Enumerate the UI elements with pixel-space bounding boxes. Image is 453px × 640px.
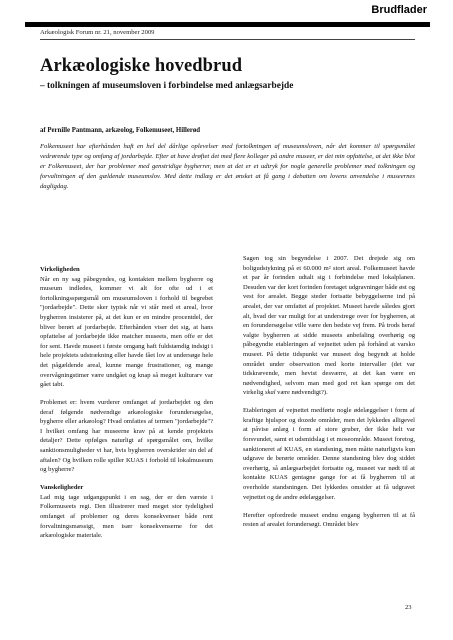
- publication-header: Arkæologisk Forum nr. 21, november 2009: [40, 29, 155, 36]
- paragraph: Etableringen af vejnettet medførte nogle ødelæggelser i form af kraftige hjulspor og dozede områder, men det lykkedes alligevel at påvise anlæg i form af store gruber, der ikke helt var forsvundet, samt et udsmidslag i et moseområde. Museet foretog, sanktioneret af KUAS, en standsning, men måtte naturligvis kun udgrave de berørte områder. Denne standsning blev dog siddet overhørig, så anlægsarbejdet fortsatte og, museet var nødt til at kontakte KUAS gentagne gange for at få bygherren til at overholde standsningen. Det lykkedes omsider at få udgravet vejnettet og de andre ødelæggelser.: [243, 407, 415, 501]
- section-heading-vanskeligheder: Vanskeligheder: [40, 484, 84, 492]
- page-number: 23: [405, 604, 412, 611]
- article-intro: Folkemuseet har efterhånden haft en hel del dårlige oplevelser med fortolkningen af museumsloven, når det kommer til spørgsmålet vedrørende type og omfang af jordarbejde. Efter at have drøftet det med flere kolleger på andre museer, er det min opfattelse, at det ikke blot er Folkemuseet, der har problemer med genstridige bygherrer, men at det er et udtryk for nogle generelle problemer med tolkningen og forvaltningen af den gældende museumslov. Med dette indlæg er det ønsket at få gang i debatten om lovens anvendelse i museernes dagligdag.: [40, 143, 415, 190]
- section-tag: Brudflader: [371, 4, 427, 16]
- left-column: [40, 265, 213, 549]
- paragraph: Lad mig tage udgangspunkt i en sag, der er den værste i Folkemuseets regi. Den illustrerer med meget stor tydelighed omfanget af problemer og deres konsekvenser både rent forvaltningsmæssigt, men især konsekvenserne for det arkæologiske materiale.: [40, 493, 213, 540]
- author-byline: af Pernille Pantmann, arkæolog, Folkemuseet, Hillerød: [40, 127, 201, 134]
- paragraph-text: Sagen tog sin begyndelse i 2007. Det drejede sig om boligudstykning på et 60.000 m² stort areal. Folkemuseet havde et par år forinden udtalt sig i forbindelse med lokalplanen. Desuden var der kort forinden foretaget udgravninger både øst og vest for arealet. Begge steder fortsatte bebyggelserne ind på arealet, der var omfattet af projektet. Museet havde således gjort alt, hvad der var muligt for at understrege over for bygherren, at en forundersøgelse ville være den bedste vej frem. På trods heraf valgte bygherren at sidde museets anbefaling overhørig og påbegyndte etableringen af vejnettet uden på forhånd at varsko museet. På dette tidspunkt var museet dog begyndt at holde området under observation med korte intervaller (det var tidskrævende, men hevist desværre, at det kan være en nødvendighed, selvom man med god ret kan spørge om det virkelig: [243, 255, 415, 397]
- paragraph: Problemet er: hvem vurderer omfanget af jordarbejdet og den deraf følgende nødvendige arkæologiske forundersøgelse, bygherre eller arkæolog? Hvad omfattes af termen "jordarbejde"? I hvilket omfang har museerne krav på at kende projektets detaljer? Dette opfølges naturligt af spørgsmålet om, hvilke sanktionsmuligheder vi har, hvis bygherren overskrider sin del af aftalen? Og hvilken rolle spiller KUAS i forhold til lokalmuseum og bygherre?: [40, 399, 213, 474]
- right-column: [243, 254, 415, 538]
- paragraph-text: være nødvendigt?).: [275, 389, 328, 397]
- header-divider: [40, 39, 415, 40]
- paragraph: [243, 254, 415, 398]
- emphasis-text: skal: [265, 389, 276, 397]
- paragraph: Herefter opfordrede museet endnu engang bygherren til at få resten af arealet forundersøgt. Området blev: [243, 511, 415, 529]
- header-rule: [25, 22, 430, 27]
- article-title: Arkæologiske hovedbrud: [40, 56, 243, 76]
- article-subtitle: – tolkningen af museumsloven i forbindelse med anlægsarbejde: [40, 81, 294, 91]
- section-heading-virkeligheden: Virkeligheden: [40, 266, 80, 273]
- paragraph: Når en ny sag påbegyndes, og kontakten mellem bygherre og museum indledes, kommer vi alt for ofte ud i et fortolkningsspørgsmål om museumsloven i forhold til begrebet "jordarbejde". Dette sker typisk når vi står med et areal, hvor bygherren insisterer på, at det kun er en mindre procentdel, der bliver berørt af jordarbejde. Efterhånden viser det sig, at hans opfattelse af jordarbejde ikke matcher museets, men offe er det for sent. Havde museet i første omgang haft fuldstændig indsigt i hele projektets udstrækning eller havde fået lov at undersøge hele det pågældende areal, kunne mange frustrationer, og mange overvågningstimer være undgået og knap så meget kulturarv var gået tabt.: [40, 275, 213, 389]
